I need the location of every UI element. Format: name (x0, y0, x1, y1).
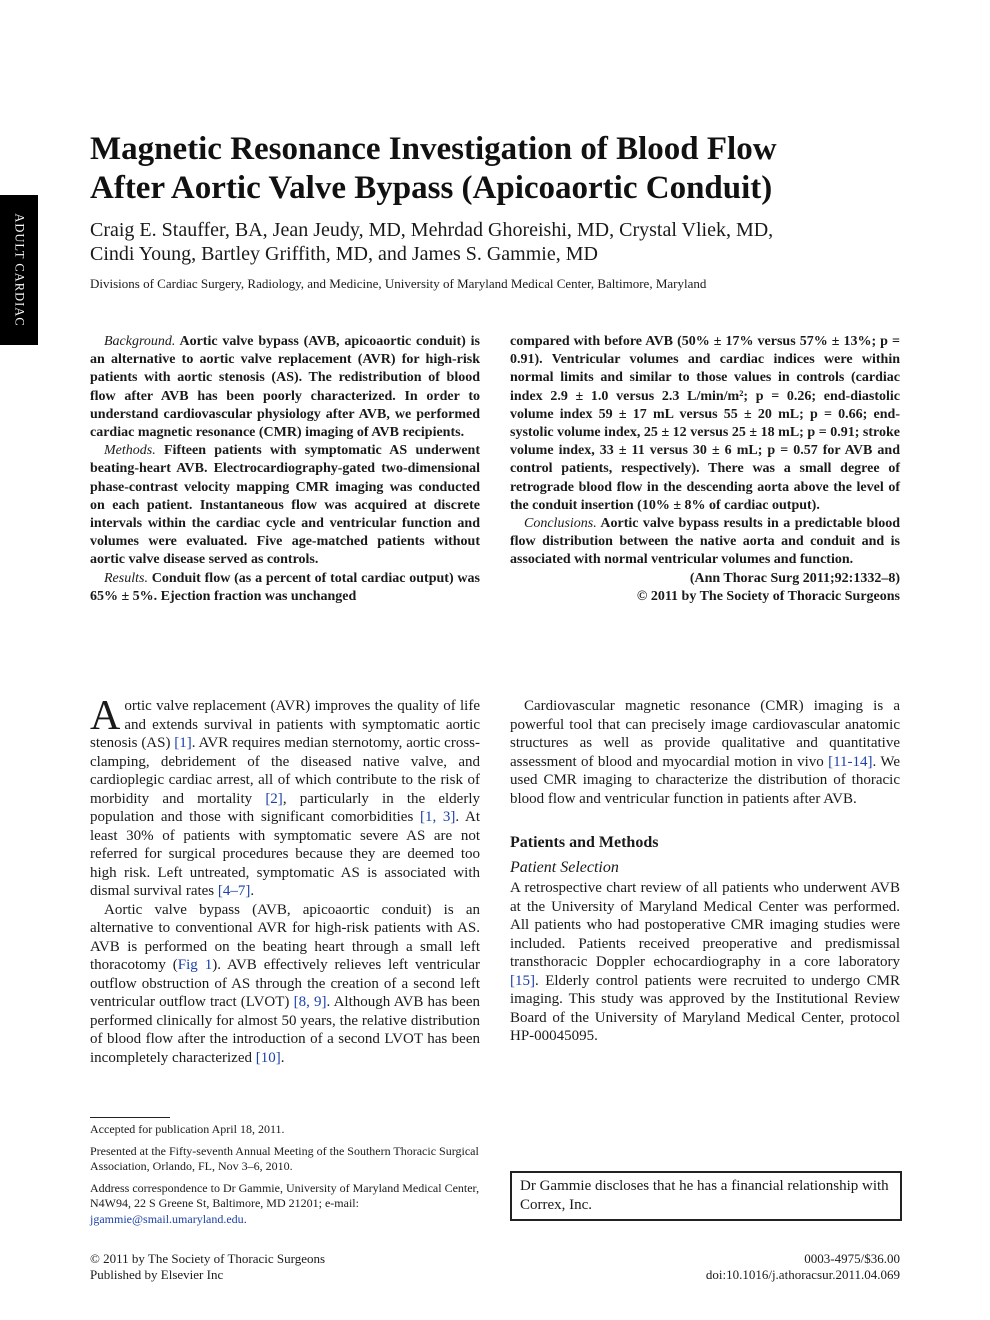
authors-line-2: Cindi Young, Bartley Griffith, MD, and James S. Gammie, MD (90, 243, 598, 265)
abstract-right-column (510, 333, 900, 606)
body-left-column (90, 693, 481, 1067)
section-heading: Patients and Methods (510, 834, 659, 851)
side-tab-label: ADULT CARDIAC (12, 213, 27, 327)
body-right-column (510, 697, 900, 1046)
abstract-left-column (90, 333, 480, 606)
email-link[interactable]: jgammie@smail.umaryland.edu (90, 1211, 244, 1226)
footnote-divider (90, 1117, 170, 1118)
intro-paragraph-2: Aortic valve bypass (AVB, apicoaortic conduit) is an alternative to conventional AVR for high-risk patients with AS. AVB is performed on the beating heart through a small left thoracotomy (Fig 1). AVB effectively relieves left ventricular outflow obstruction of AS through the creation of a second left ventricular outflow tract (LVOT) [8, 9]. Although AVB has been performed clinically for almost 50 years, the relative distribution of blood flow after the introduction of a second LVOT has been incompletely characterized [10]. (90, 901, 480, 1066)
title-line-2: After Aortic Valve Bypass (Apicoaortic Conduit) (90, 170, 773, 206)
reference-link[interactable]: [10] (255, 1049, 281, 1066)
methods-label: Methods. (104, 443, 156, 459)
drop-cap: A (90, 693, 121, 739)
reference-link[interactable]: [8, 9] (293, 994, 327, 1010)
affiliation: Divisions of Cardiac Surgery, Radiology, and Medicine, University of Maryland Medical Center, Baltimore, Maryland (90, 276, 707, 291)
reference-link[interactable]: [4–7] (217, 883, 251, 899)
abstract-methods: Methods. Fifteen patients with symptomatic AS underwent beating-heart AVB. Electrocardiography-gated two-dimensional phase-contrast velocity mapping CMR imaging was conducted on each patient. Instantaneous flow was acquired at discrete intervals within the cardiac cycle and ventricular function and volumes were evaluated. Five age-matched patients without aortic valve disease served as controls. (90, 443, 480, 568)
footer-left (90, 1251, 325, 1282)
footer-doi: doi:10.1016/j.athoracsur.2011.04.069 (705, 1266, 900, 1282)
footnote-accepted: Accepted for publication April 18, 2011. (90, 1122, 285, 1136)
reference-link[interactable]: [1, 3] (419, 809, 456, 825)
reference-link[interactable]: [11-14] (828, 753, 873, 770)
footnote-address: Address correspondence to Dr Gammie, University of Maryland Medical Center, N4W94, 22 S Greene St, Baltimore, MD 21201; e-mail: jgammie@smail.umaryland.edu. (90, 1180, 480, 1226)
results-label: Results. (104, 570, 148, 586)
reference-link[interactable]: [15] (510, 972, 535, 989)
abstract-results-continued: compared with before AVB (50% ± 17% versus 57% ± 13%; p = 0.91). Ventricular volumes and cardiac indices were within normal limits and similar to those values in controls (cardiac index 2.9 ± 1.0 versus 2.3 L/min/m²; p = 0.26; end-diastolic volume index 59 ± 17 mL versus 55 ± 20 mL; p = 0.66; end-systolic volume index, 25 ± 12 versus 25 ± 18 mL; p = 0.91; stroke volume index, 33 ± 11 versus 30 ± 6 mL; p = 0.57 for AVB and control patients, respectively). There was a small degree of retrograde blood flow in the descending aorta above the level of the conduit insertion (10% ± 8% of cardiac output). (510, 334, 900, 513)
footer-right (706, 1251, 900, 1282)
article-title (90, 130, 910, 208)
abstract-results: Results. Conduit flow (as a percent of total cardiac output) was 65% ± 5%. Ejection fraction was unchanged (90, 570, 480, 604)
footnote-presented: Presented at the Fifty-seventh Annual Meeting of the Southern Thoracic Surgical Association, Orlando, FL, Nov 3–6, 2010. (90, 1143, 479, 1173)
intro-paragraph-3: Cardiovascular magnetic resonance (CMR) imaging is a powerful tool that can precisely image cardiovascular anatomic structures as well as provide qualitative and quantitative assessment of blood and myocardial motion in vivo [11-14]. We used CMR imaging to characterize the distribution of thoracic blood flow and ventricular function in patients after AVB. (510, 698, 900, 807)
footer-issn: 0003-4975/$36.00 (804, 1251, 900, 1266)
abstract-copyright: © 2011 by The Society of Thoracic Surgeons (636, 588, 900, 604)
reference-link[interactable]: [1] (174, 735, 192, 751)
footer-publisher: Published by Elsevier Inc (90, 1266, 224, 1282)
figure-link[interactable]: Fig 1 (177, 957, 213, 973)
subsection-heading: Patient Selection (510, 858, 619, 876)
reference-link[interactable]: [2] (265, 790, 283, 807)
conclusions-label: Conclusions. (524, 516, 597, 532)
section-side-tab (0, 195, 38, 345)
title-line-1: Magnetic Resonance Investigation of Blood Flow (90, 131, 777, 167)
journal-citation: (Ann Thorac Surg 2011;92:1332–8) (689, 570, 900, 586)
abstract-background: Background. Aortic valve bypass (AVB, apicoaortic conduit) is an alternative to aortic valve replacement (AVR) for high-risk patients with aortic stenosis (AS). The redistribution of blood flow after AVB has been poorly characterized. In order to understand cardiovascular physiology after AVB, we performed cardiac magnetic resonance (CMR) imaging of AVB recipients. (90, 334, 480, 441)
footer-copyright: © 2011 by The Society of Thoracic Surgeons (90, 1251, 326, 1266)
footnotes (90, 1122, 480, 1233)
intro-paragraph-1: Aortic valve replacement (AVR) improves the quality of life and extends survival in patients with symptomatic aortic stenosis (AS) [1]. AVR requires median sternotomy, aortic cross-clamping, debridement of the diseased native valve, and cardioplegic cardiac arrest, all of which contribute to the risk of morbidity and mortality [2], particularly in the elderly population and those with significant comorbidities [1, 3]. At least 30% of patients with symptomatic severe AS are not referred for surgical procedures because they are deemed too high risk. Left untreated, symptomatic AS is associated with dismal survival rates [4–7]. (90, 693, 481, 899)
author-list (90, 218, 910, 266)
methods-paragraph-1: A retrospective chart review of all patients who underwent AVB at the University of Maryland Medical Center was performed. All patients who had postoperative CMR imaging studies were included. Patients received preoperative and predismissal transthoracic Doppler echocardiography in a core laboratory [15]. Elderly control patients were recruited to undergo CMR imaging. This study was approved by the Institutional Review Board of the University of Maryland Medical Center, protocol HP-00045095. (510, 880, 900, 1044)
disclosure-box: Dr Gammie discloses that he has a financial relationship with Correx, Inc. (510, 1171, 902, 1221)
abstract-conclusions: Conclusions. Aortic valve bypass results in a predictable blood flow distribution between the native aorta and conduit and is associated with normal ventricular volumes and function. (510, 516, 900, 568)
background-label: Background. (104, 334, 176, 349)
authors-line-1: Craig E. Stauffer, BA, Jean Jeudy, MD, Mehrdad Ghoreishi, MD, Crystal Vliek, MD, (90, 219, 774, 241)
